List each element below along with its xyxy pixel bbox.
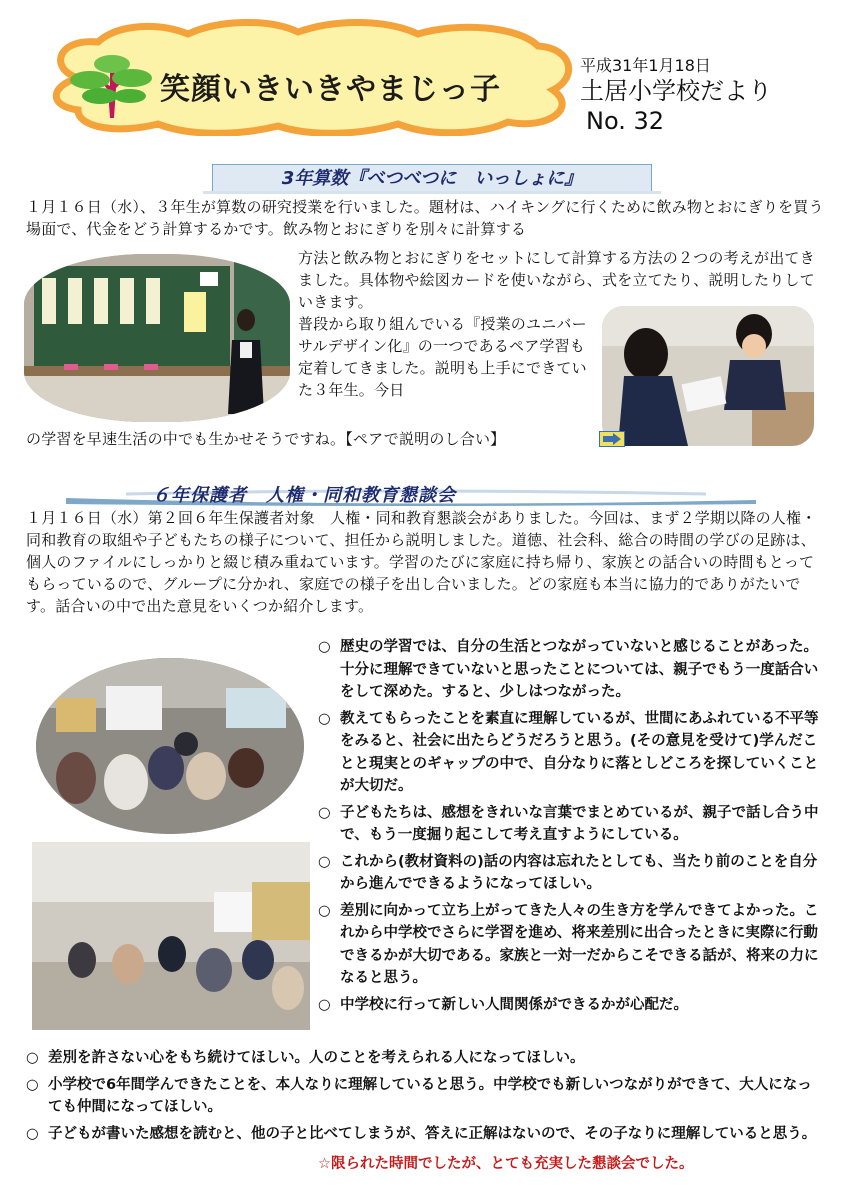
opinion-item bbox=[26, 1074, 826, 1119]
classroom-photo bbox=[24, 254, 290, 422]
arrow-right-icon bbox=[599, 431, 625, 447]
newsletter-title: 笑顔いきいきやまじっ子 bbox=[160, 72, 501, 107]
opinion-text: 子どもが書いた感想を読むと、他の子と比べてしまうが、答えに正解はないので、その子なりに理解していると思う。 bbox=[48, 1125, 817, 1142]
section2-heading: ６年保護者 人権・同和教育懇談会 bbox=[152, 485, 456, 506]
opinion-item bbox=[318, 802, 828, 847]
opinion-item bbox=[318, 636, 828, 704]
school-name: 土居小学校だより bbox=[580, 77, 772, 105]
opinion-item bbox=[318, 851, 828, 896]
closing-message: ☆限られた時間でしたが、とても充実した懇談会でした。 bbox=[318, 1156, 694, 1172]
section1-paragraph-1: １月１６日（水）、３年生が算数の研究授業を行いました。題材は、ハイキングに行くために飲み物とおにぎりを買う場面で、代金をどう計算するかです。飲み物とおにぎりを別々に計算する bbox=[26, 198, 824, 238]
bullet-mark: ○ bbox=[318, 853, 331, 870]
opinion-list-bottom bbox=[26, 1047, 826, 1149]
bullet-mark: ○ bbox=[26, 1125, 39, 1142]
pair-learning-photo bbox=[602, 306, 814, 446]
section2-intro-paragraph: １月１６日（水）第２回６年生保護者対象 人権・同和教育懇談会がありました。今回は、まず２学期以降の人権・同和教育の取組や子どもたちの様子について、担任から説明しました。道徳、社会科、総合の時間の学びの足跡は、個人のファイルにしっかりと綴じ積み重ねています。学習のたびに家庭に持ち帰り、家族との話合いの時間もとってもらっているので、グループに分かれ、家庭での様子を出し合いました。どの家庭も本当に協力的でありがたいです。話合いの中で出た意見をいくつか紹介します。 bbox=[26, 509, 817, 615]
bullet-mark: ○ bbox=[318, 996, 331, 1013]
opinion-text: 歴史の学習では、自分の生活とつながっていないと感じることがあった。十分に理解できていないと思ったことについては、親子でもう一度話合いをして深めた。すると、少しはつながった。 bbox=[340, 639, 819, 700]
opinion-item bbox=[318, 994, 828, 1017]
section1-heading: 3年算数『べつべつに いっしょに』 bbox=[212, 164, 652, 194]
issue-info bbox=[580, 56, 830, 136]
issue-number: No. 32 bbox=[586, 107, 665, 135]
bullet-mark: ○ bbox=[318, 639, 331, 655]
opinion-list-right bbox=[318, 636, 828, 1020]
pine-tree-logo bbox=[70, 52, 156, 118]
bullet-mark: ○ bbox=[26, 1076, 39, 1093]
opinion-item bbox=[318, 900, 828, 990]
bullet-mark: ○ bbox=[318, 710, 331, 727]
opinion-item bbox=[26, 1047, 826, 1070]
bullet-mark: ○ bbox=[26, 1050, 39, 1066]
opinion-text: 子どもたちは、感想をきれいな言葉でまとめているが、親子で話し合う中で、もう一度掘り起こして考え直すようにしている。 bbox=[340, 804, 819, 843]
opinion-text: 差別に向かって立ち上がってきた人々の生き方を学んできてよかった。これから中学校でさらに学習を進め、将来差別に出合ったときに実際に行動できるかが大切である。家族と一対一だからこそできる話が、将来の力になると思う。 bbox=[340, 902, 819, 986]
opinion-text: 教えてもらったことを素直に理解しているが、世間にあふれている不平等をみると、社会に出たらどうだろうと思う。(その意見を受けて)学んだことと現実とのギャップの中で、自分なりに落としどころを探していくことが大切だ。 bbox=[340, 710, 819, 794]
opinion-item bbox=[26, 1123, 826, 1146]
opinion-item bbox=[318, 708, 828, 798]
section1-paragraph-4: の学習を早速生活の中でも生かせそうですね。【ペアで説明のし合い】 bbox=[26, 430, 506, 448]
issue-date: 平成31年1月18日 bbox=[580, 56, 711, 75]
bullet-mark: ○ bbox=[318, 902, 331, 919]
opinion-text: 差別を許さない心をもち続けてほしい。人のことを考えられる人になってほしい。 bbox=[48, 1050, 585, 1066]
opinion-text: これから(教材資料の)話の内容は忘れたとしても、当たり前のことを自分から進んでできるようになってほしい。 bbox=[340, 853, 818, 892]
meeting-photo-1 bbox=[36, 658, 304, 834]
opinion-text: 小学校で6年間学んできたことを、本人なりに理解していると思う。中学校でも新しいつながりができて、大人になっても仲間になってほしい。 bbox=[48, 1076, 812, 1115]
section1-paragraph-3: 普段から取り組んでいる『授業のユニバーサルデザイン化』の一つであるペア学習も定着してきました。説明も上手にできていた３年生。今日 bbox=[298, 315, 587, 399]
meeting-photo-2 bbox=[32, 842, 310, 1030]
opinion-text: 中学校に行って新しい人間関係ができるかが心配だ。 bbox=[340, 996, 688, 1013]
section1-paragraph-2: 方法と飲み物とおにぎりをセットにして計算する方法の２つの考えが出てきました。具体物や絵図カードを使いながら、式を立てたり、説明したりしていきます。 bbox=[298, 249, 815, 311]
bullet-mark: ○ bbox=[318, 804, 331, 821]
